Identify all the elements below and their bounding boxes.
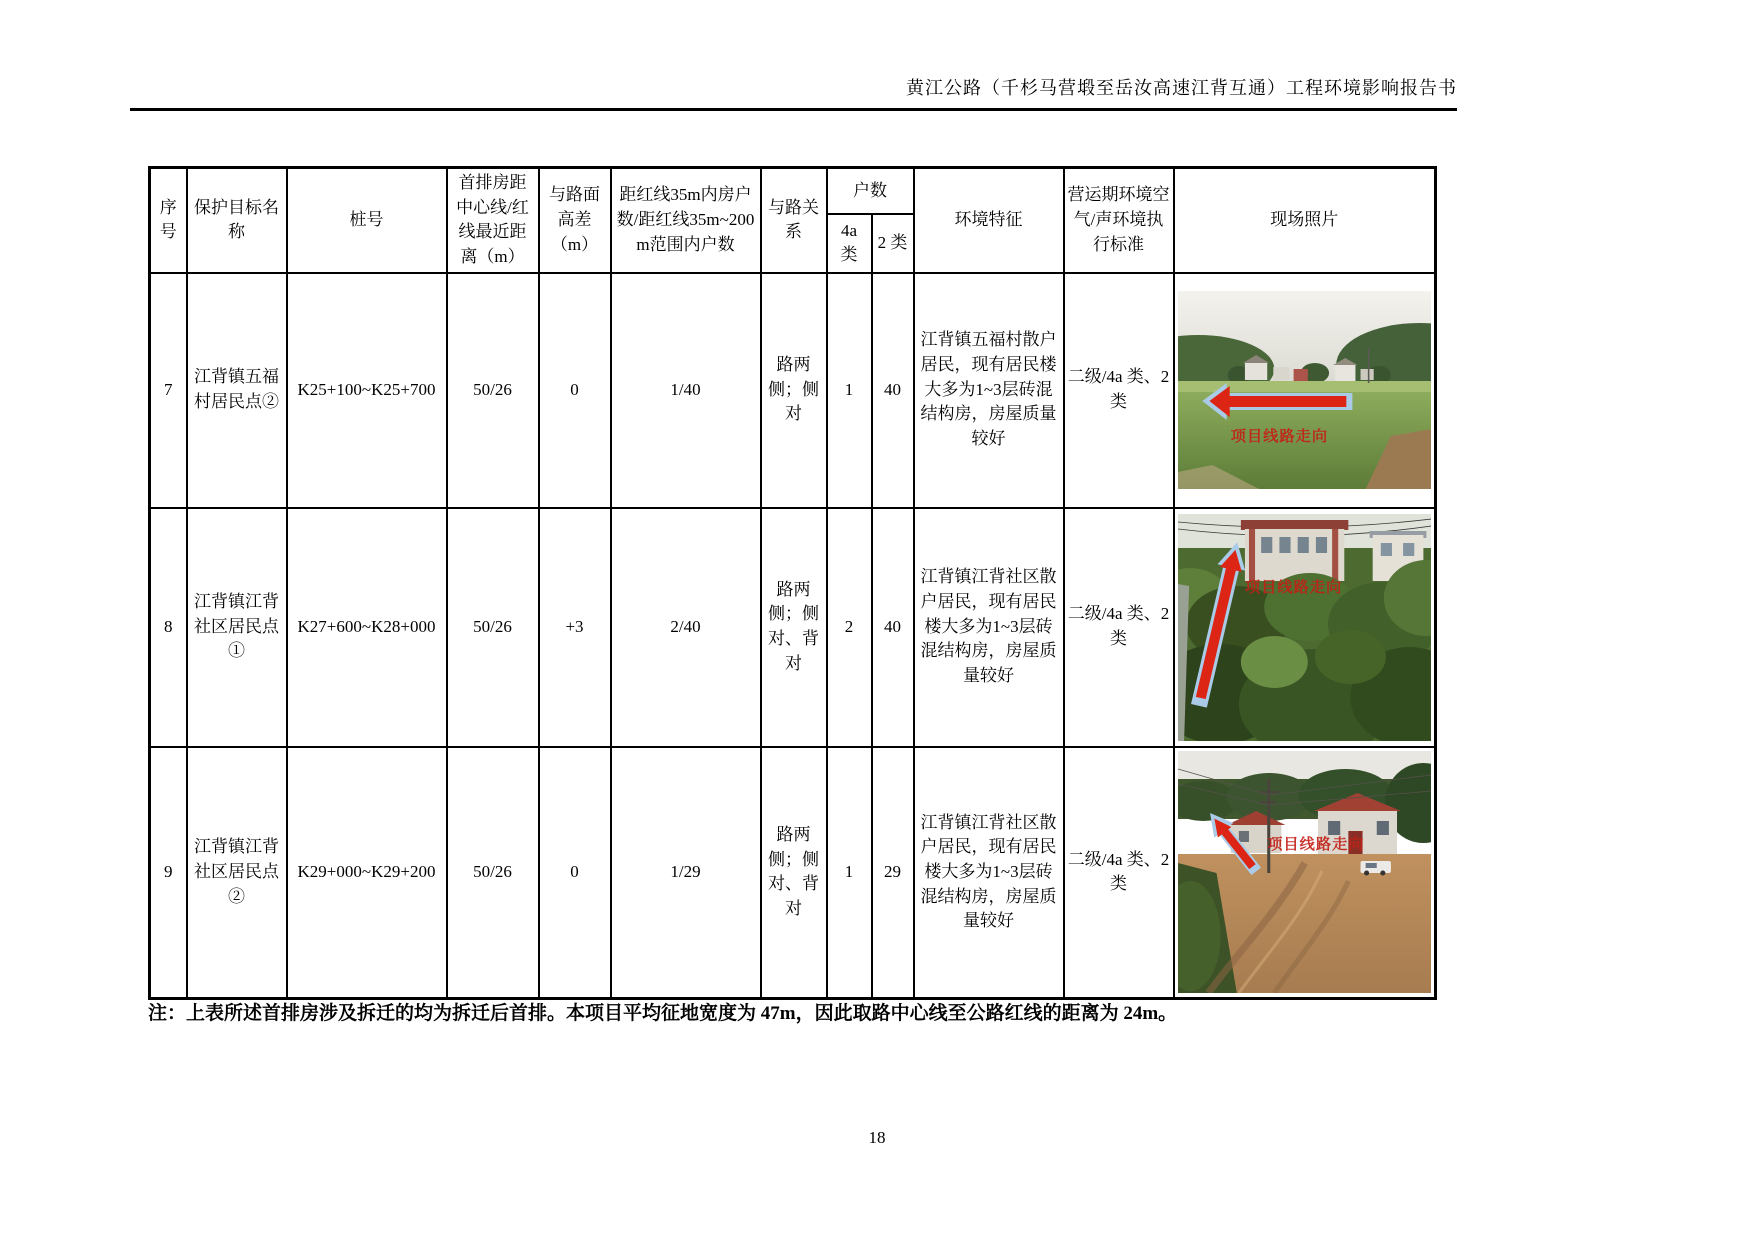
header-rule — [130, 108, 1457, 111]
site-photo-row9 — [1178, 751, 1432, 993]
cell-road-relation: 路两侧；侧对 — [761, 273, 827, 508]
document-header-title: 黄江公路（千杉马营塅至岳汝高速江背互通）工程环境影响报告书 — [906, 78, 1457, 98]
col-header-stake: 桩号 — [287, 168, 447, 273]
photo-caption: 项目线路走向 — [1266, 837, 1365, 854]
cell-standard: 二级/4a 类、2 类 — [1064, 508, 1174, 747]
cell-standard: 二级/4a 类、2 类 — [1064, 747, 1174, 999]
cell-road-relation: 路两侧；侧对、背对 — [761, 508, 827, 747]
col-header-first-row-distance: 首排房距中心线/红线最近距离（m） — [447, 168, 539, 273]
col-header-red-line-households: 距红线35m内房户数/距红线35m~200m范围内户数 — [611, 168, 761, 273]
cell-red-line-households: 2/40 — [611, 508, 761, 747]
cell-stake: K25+100~K25+700 — [287, 273, 447, 508]
cell-red-line-households: 1/40 — [611, 273, 761, 508]
col-header-env-feature: 环境特征 — [914, 168, 1064, 273]
cell-target: 江背镇江背社区居民点② — [187, 747, 287, 999]
cell-class-2: 29 — [872, 747, 914, 999]
table-row-8 — [150, 508, 1436, 747]
cell-class-4a: 2 — [827, 508, 872, 747]
cell-standard: 二级/4a 类、2 类 — [1064, 273, 1174, 508]
table-header — [150, 168, 1436, 273]
col-header-class-2: 2 类 — [872, 214, 914, 273]
cell-site-photo — [1174, 747, 1436, 999]
field-scene — [1178, 291, 1432, 489]
site-photo-row8 — [1178, 514, 1432, 741]
col-header-households: 户数 — [827, 168, 914, 215]
col-header-height-diff: 与路面高差（m） — [539, 168, 611, 273]
cell-env-feature: 江背镇五福村散户居民，现有居民楼大多为1~3层砖混结构房，房屋质量较好 — [914, 273, 1064, 508]
cell-site-photo — [1174, 273, 1436, 508]
photo-caption: 项目线路走向 — [1230, 429, 1328, 446]
col-header-target: 保护目标名称 — [187, 168, 287, 273]
cell-seq: 8 — [150, 508, 187, 747]
cell-target: 江背镇五福村居民点② — [187, 273, 287, 508]
cell-stake: K29+000~K29+200 — [287, 747, 447, 999]
cell-seq: 7 — [150, 273, 187, 508]
cell-stake: K27+600~K28+000 — [287, 508, 447, 747]
cell-first-row-distance: 50/26 — [447, 508, 539, 747]
cell-class-2: 40 — [872, 508, 914, 747]
cell-road-relation: 路两侧；侧对、背对 — [761, 747, 827, 999]
cell-height-diff: 0 — [539, 747, 611, 999]
cell-env-feature: 江背镇江背社区散户居民，现有居民楼大多为1~3层砖混结构房，房屋质量较好 — [914, 747, 1064, 999]
col-header-photo: 现场照片 — [1174, 168, 1436, 273]
table-footnote: 注：上表所述首排房涉及拆迁的均为拆迁后首排。本项目平均征地宽度为 47m，因此取路中心线至公路红线的距离为 24m。 — [148, 1003, 1178, 1024]
cell-height-diff: +3 — [539, 508, 611, 747]
cell-class-2: 40 — [872, 273, 914, 508]
cell-first-row-distance: 50/26 — [447, 273, 539, 508]
col-header-road-relation: 与路关系 — [761, 168, 827, 273]
site-photo-row7 — [1178, 291, 1432, 489]
col-header-seq: 序号 — [150, 168, 187, 273]
table-row-9 — [150, 747, 1436, 999]
village-road-scene — [1178, 751, 1432, 993]
cell-class-4a: 1 — [827, 273, 872, 508]
photo-caption: 项目线路走向 — [1244, 579, 1342, 596]
cell-target: 江背镇江背社区居民点① — [187, 508, 287, 747]
table-row-7 — [150, 273, 1436, 508]
cell-class-4a: 1 — [827, 747, 872, 999]
cell-env-feature: 江背镇江背社区散户居民，现有居民楼大多为1~3层砖混结构房，房屋质量较好 — [914, 508, 1064, 747]
cell-seq: 9 — [150, 747, 187, 999]
cell-site-photo — [1174, 508, 1436, 747]
cell-height-diff: 0 — [539, 273, 611, 508]
col-header-standard: 营运期环境空气/声环境执行标准 — [1064, 168, 1174, 273]
protection-targets-table — [148, 166, 1437, 1000]
cell-red-line-households: 1/29 — [611, 747, 761, 999]
cell-first-row-distance: 50/26 — [447, 747, 539, 999]
col-header-class-4a: 4a 类 — [827, 214, 872, 273]
page-number: 18 — [868, 1128, 886, 1147]
